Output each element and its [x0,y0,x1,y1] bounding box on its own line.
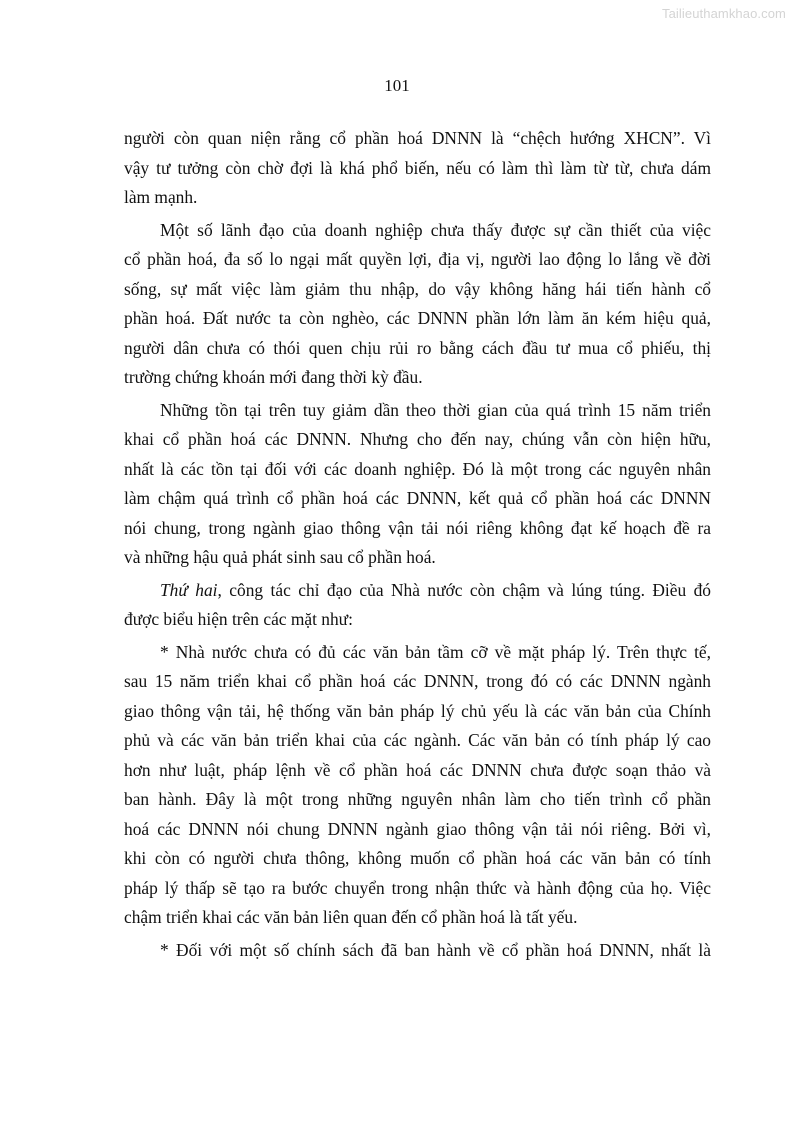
text-line: vậy tư tưởng còn chờ đợi là khá phổ biến, nếu có làm thì làm từ từ, chưa dám [124,157,711,178]
text-line: làm chậm quá trình cổ phần hoá các DNNN, kết quả cổ phần hoá các DNNN [124,488,711,508]
text-line: ban hành. Đây là một trong những nguyên nhân làm cho tiến trình cổ phần [124,789,711,809]
watermark-text: Tailieuthamkhao.com [661,6,786,21]
text-line: khi còn có người chưa thông, không muốn cổ phần hoá các văn bản có tính [124,848,711,868]
text-line: và những hậu quả phát sinh sau cổ phần hoá. [124,547,436,567]
text-line: trường chứng khoán mới đang thời kỳ đầu. [124,367,423,387]
page-number: 101 [384,76,410,95]
paragraph [124,936,711,966]
paragraph [124,638,711,933]
text-line-rest: , công tác chỉ đạo của Nhà nước còn chậm và lúng túng. Điều đó [217,579,711,600]
paragraph [124,216,711,393]
text-line: nhất là các tồn tại đối với các doanh nghiệp. Đó là một trong các nguyên nhân [124,458,711,479]
text-line: sau 15 năm triển khai cổ phần hoá các DNNN, trong đó có các DNNN ngành [124,671,711,691]
text-line: nói chung, trong ngành giao thông vận tải nói riêng không đạt kế hoạch đề ra [124,517,711,538]
text-line: hơn như luật, pháp lệnh về cổ phần hoá các DNNN chưa được soạn thảo và [124,759,711,780]
text-line: phần hoá. Đất nước ta còn nghèo, các DNNN phần lớn làm ăn kém hiệu quả, [124,308,711,328]
text-line: phủ và các văn bản triển khai của các ngành. Các văn bản có tính pháp lý cao [124,730,711,750]
text-line: giao thông vận tải, hệ thống văn bản pháp lý chủ yếu là các văn bản của Chính [124,700,711,721]
paragraph [124,576,711,635]
text-line: sống, sự mất việc làm giảm thu nhập, do vậy không hăng hái tiến hành cổ [124,278,711,299]
text-line: khai cổ phần hoá các DNNN. Nhưng cho đến nay, chúng vẫn còn hiện hữu, [124,429,711,449]
document-body [124,124,711,965]
text-line [124,576,711,606]
text-line: hoá các DNNN nói chung DNNN ngành giao thông vận tải nói riêng. Bởi vì, [124,818,711,839]
text-line: pháp lý thấp sẽ tạo ra bước chuyển trong nhận thức và hành động của họ. Việc [124,877,711,898]
text-line: Một số lãnh đạo của doanh nghiệp chưa thấy được sự cần thiết của việc [160,219,711,240]
paragraph [124,124,711,213]
text-line: người còn quan niện rằng cổ phần hoá DNNN là “chệch hướng XHCN”. Vì [124,128,711,148]
text-line: chậm triển khai các văn bản liên quan đến cổ phần hoá là tất yếu. [124,907,578,927]
text-line: người dân chưa có thói quen chịu rủi ro bằng cách đầu tư mua cổ phiếu, thị [124,337,711,358]
text-line: Những tồn tại trên tuy giảm dần theo thời gian của quá trình 15 năm triển [160,399,711,420]
italic-lead: Thứ hai [160,579,218,600]
text-line: * Đối với một số chính sách đã ban hành về cổ phần hoá DNNN, nhất là [160,939,711,960]
text-line: được biểu hiện trên các mặt như: [124,609,353,629]
text-line: cổ phần hoá, đa số lo ngại mất quyền lợi, địa vị, người lao động lo lắng về đời [124,249,711,269]
paragraph [124,396,711,573]
text-line: * Nhà nước chưa có đủ các văn bản tầm cỡ về mặt pháp lý. Trên thực tế, [160,641,711,662]
text-line: làm mạnh. [124,187,198,207]
